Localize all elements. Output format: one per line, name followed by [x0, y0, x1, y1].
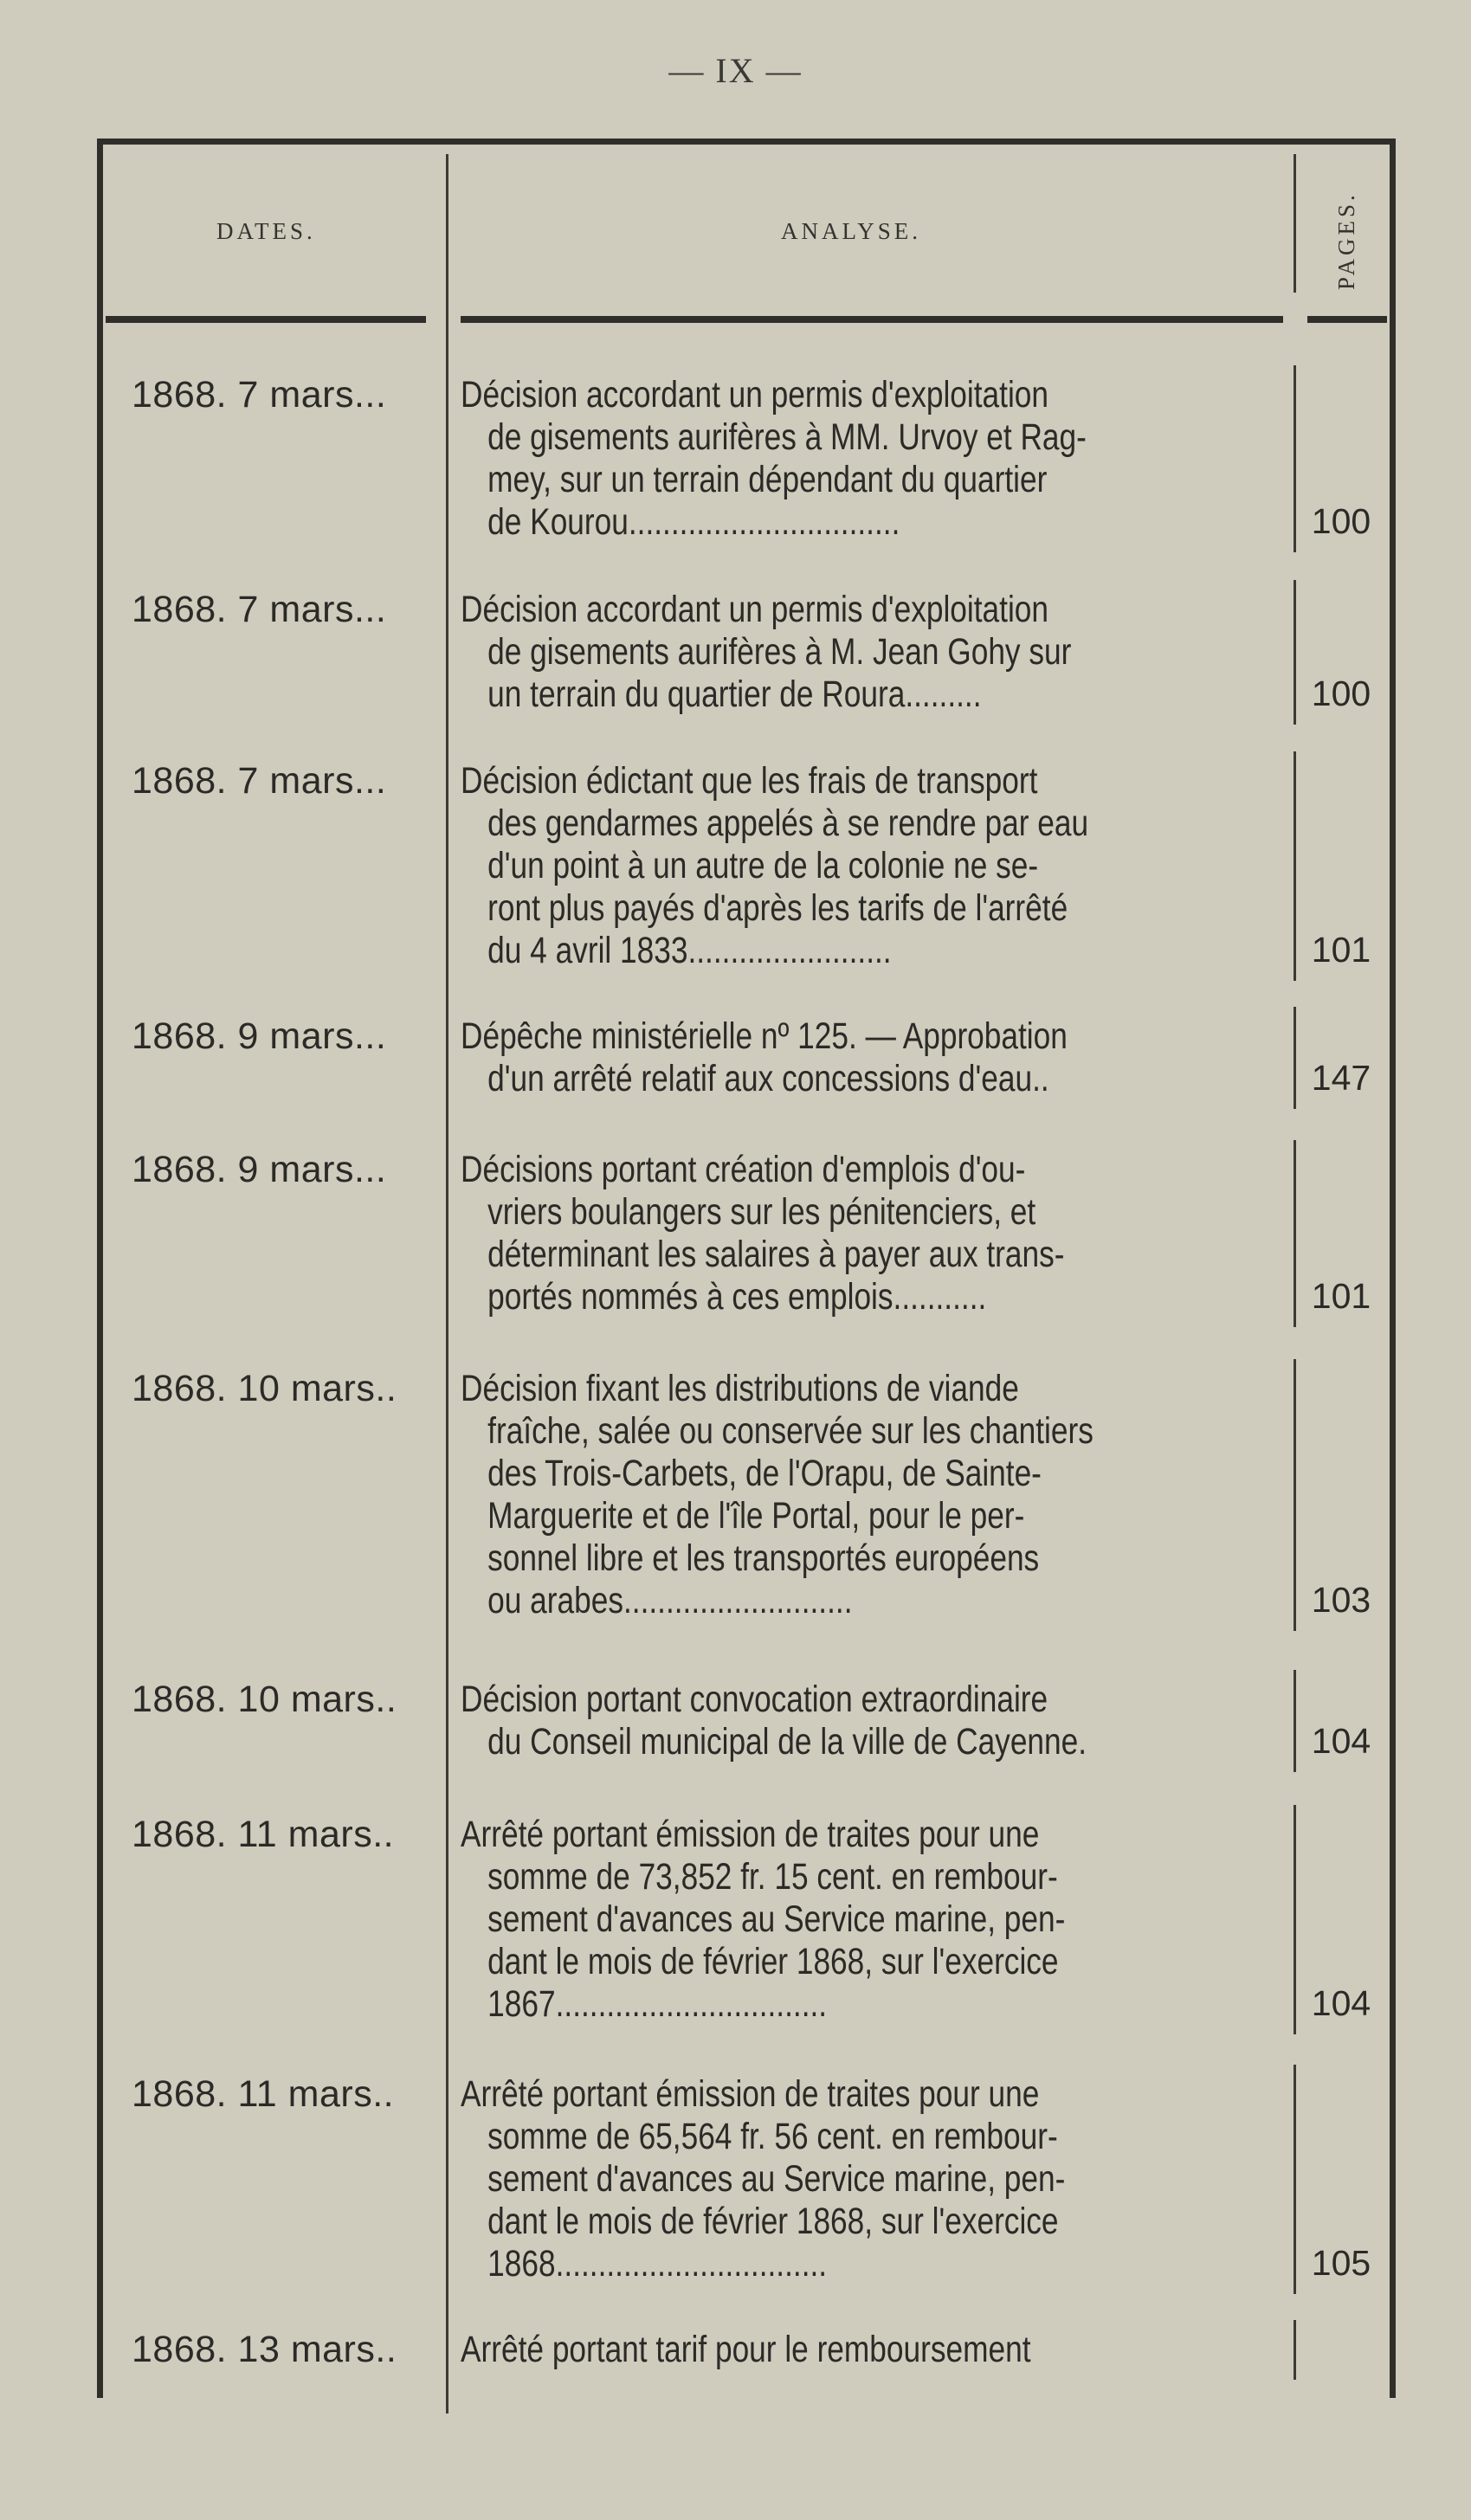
- entry-date: 1868. 9 mars...: [132, 1015, 387, 1057]
- entry-analysis-line: Arrêté portant émission de traites pour une: [461, 2073, 1040, 2115]
- entry-date: 1868. 13 mars..: [132, 2329, 397, 2370]
- page-number: — IX —: [668, 51, 803, 90]
- entry-analysis-line: somme de 65,564 fr. 56 cent. en rembour-: [487, 2116, 1058, 2157]
- entry-analysis-line: Décision accordant un permis d'exploitation: [461, 374, 1048, 416]
- entry-page: 104: [1311, 1721, 1371, 1761]
- entry-analysis-line: de gisements aurifères à M. Jean Gohy sur: [487, 631, 1072, 673]
- entry-analysis-line: Marguerite et de l'île Portal, pour le per-: [487, 1495, 1025, 1537]
- entry-page: 104: [1311, 1983, 1371, 2023]
- entry-analysis: [461, 1814, 1135, 2026]
- entry-analysis-line: du Conseil municipal de la ville de Cayenne.: [487, 1721, 1087, 1763]
- entry-analysis-line: d'un arrêté relatif aux concessions d'eau..: [487, 1058, 1049, 1099]
- entry-date: 1868. 9 mars...: [132, 1149, 387, 1190]
- pages-header-rule: [1307, 316, 1387, 323]
- entry-analysis-line: sonnel libre et les transportés européens: [487, 1537, 1040, 1579]
- entry-analysis: [461, 374, 1135, 544]
- entry-analysis-line: du 4 avril 1833........................: [487, 930, 892, 971]
- page-column-divider: [1294, 1805, 1296, 2034]
- entry-analysis-line: sement d'avances au Service marine, pen-: [487, 2158, 1066, 2200]
- page-column-divider: [1294, 1359, 1296, 1631]
- page-column-divider: [1294, 1670, 1296, 1772]
- entry-date: 1868. 10 mars..: [132, 1368, 397, 1409]
- entry-analysis-line: un terrain du quartier de Roura.........: [487, 674, 982, 715]
- page-column-divider: [1294, 2065, 1296, 2294]
- entry-analysis-line: 1868................................: [487, 2243, 828, 2285]
- entry-analysis-line: des Trois-Carbets, de l'Orapu, de Sainte-: [487, 1453, 1042, 1494]
- entry-analysis-line: d'un point à un autre de la colonie ne se-: [487, 845, 1039, 886]
- dates-header: DATES.: [216, 218, 316, 244]
- entry-analysis: [461, 2073, 1135, 2285]
- entry-analysis-line: dant le mois de février 1868, sur l'exercice: [487, 1941, 1059, 1982]
- entry-date: 1868. 11 mars..: [132, 2073, 395, 2115]
- entry-page: 101: [1311, 1276, 1371, 1316]
- entry-analysis-line: vriers boulangers sur les pénitenciers, et: [487, 1191, 1036, 1233]
- entry-analysis-line: de Kourou................................: [487, 501, 900, 543]
- entry-analysis-line: 1867................................: [487, 1983, 828, 2025]
- top-rule: [97, 139, 1396, 145]
- page-column-divider: [1294, 580, 1296, 725]
- entry-analysis-line: ou arabes...........................: [487, 1580, 853, 1621]
- page-column-divider: [1294, 365, 1296, 552]
- entry-analysis-line: des gendarmes appelés à se rendre par eau: [487, 802, 1089, 844]
- entry-page: 105: [1311, 2243, 1371, 2283]
- entry-analysis: [461, 2329, 1135, 2371]
- entry-page: 100: [1311, 674, 1371, 713]
- index-table: [97, 139, 1396, 2398]
- pages-header: PAGES.: [1333, 191, 1359, 290]
- entry-page: 103: [1311, 1580, 1371, 1620]
- entry-analysis-line: somme de 73,852 fr. 15 cent. en rembour-: [487, 1856, 1058, 1898]
- entry-page: 147: [1311, 1058, 1371, 1098]
- page-column-divider: [1294, 2320, 1296, 2380]
- entry-analysis-line: Arrêté portant émission de traites pour une: [461, 1814, 1040, 1855]
- entry-analysis-line: Arrêté portant tarif pour le remboursement: [461, 2329, 1031, 2370]
- entry-page: 101: [1311, 930, 1371, 970]
- entry-analysis-line: Décision édictant que les frais de transport: [461, 760, 1038, 802]
- entry-analysis-line: mey, sur un terrain dépendant du quartier: [487, 459, 1048, 500]
- entry-analysis: [461, 760, 1135, 972]
- analyse-header-rule: [461, 316, 1283, 323]
- entry-page: 100: [1311, 501, 1371, 541]
- entry-analysis-line: Dépêche ministérielle nº 125. — Approbation: [461, 1015, 1068, 1057]
- analyse-header: ANALYSE.: [781, 218, 922, 244]
- entry-analysis-line: fraîche, salée ou conservée sur les chantiers: [487, 1410, 1094, 1452]
- entry-analysis-line: de gisements aurifères à MM. Urvoy et Rag-: [487, 416, 1087, 458]
- entry-analysis: [461, 1149, 1135, 1318]
- entry-date: 1868. 7 mars...: [132, 760, 387, 802]
- page-column-divider: [1294, 1140, 1296, 1327]
- pages-header-divider: [1294, 154, 1296, 293]
- entry-analysis-line: Décision fixant les distributions de viande: [461, 1368, 1019, 1409]
- entry-analysis-line: dant le mois de février 1868, sur l'exercice: [487, 2201, 1059, 2242]
- entry-analysis: [461, 589, 1135, 716]
- dates-header-rule: [106, 316, 426, 323]
- entry-analysis-line: Décision portant convocation extraordinaire: [461, 1679, 1048, 1720]
- entry-analysis-line: portés nommés à ces emplois...........: [487, 1276, 987, 1318]
- entry-analysis: [461, 1679, 1135, 1763]
- entry-analysis-line: sement d'avances au Service marine, pen-: [487, 1898, 1066, 1940]
- dates-column-divider: [446, 154, 448, 2414]
- entry-analysis-line: Décisions portant création d'emplois d'ou-: [461, 1149, 1026, 1190]
- entry-analysis-line: Décision accordant un permis d'exploitation: [461, 589, 1048, 630]
- entry-date: 1868. 7 mars...: [132, 374, 387, 416]
- entry-date: 1868. 7 mars...: [132, 589, 387, 630]
- right-rule: [1390, 139, 1396, 2398]
- entry-date: 1868. 10 mars..: [132, 1679, 397, 1720]
- entry-analysis-line: déterminant les salaires à payer aux trans-: [487, 1234, 1065, 1275]
- entry-analysis: [461, 1015, 1135, 1100]
- page-column-divider: [1294, 1007, 1296, 1109]
- entry-analysis: [461, 1368, 1135, 1622]
- entry-date: 1868. 11 mars..: [132, 1814, 395, 1855]
- entry-analysis-line: ront plus payés d'après les tarifs de l'arrêté: [487, 887, 1068, 929]
- left-rule: [97, 139, 103, 2398]
- page-column-divider: [1294, 751, 1296, 981]
